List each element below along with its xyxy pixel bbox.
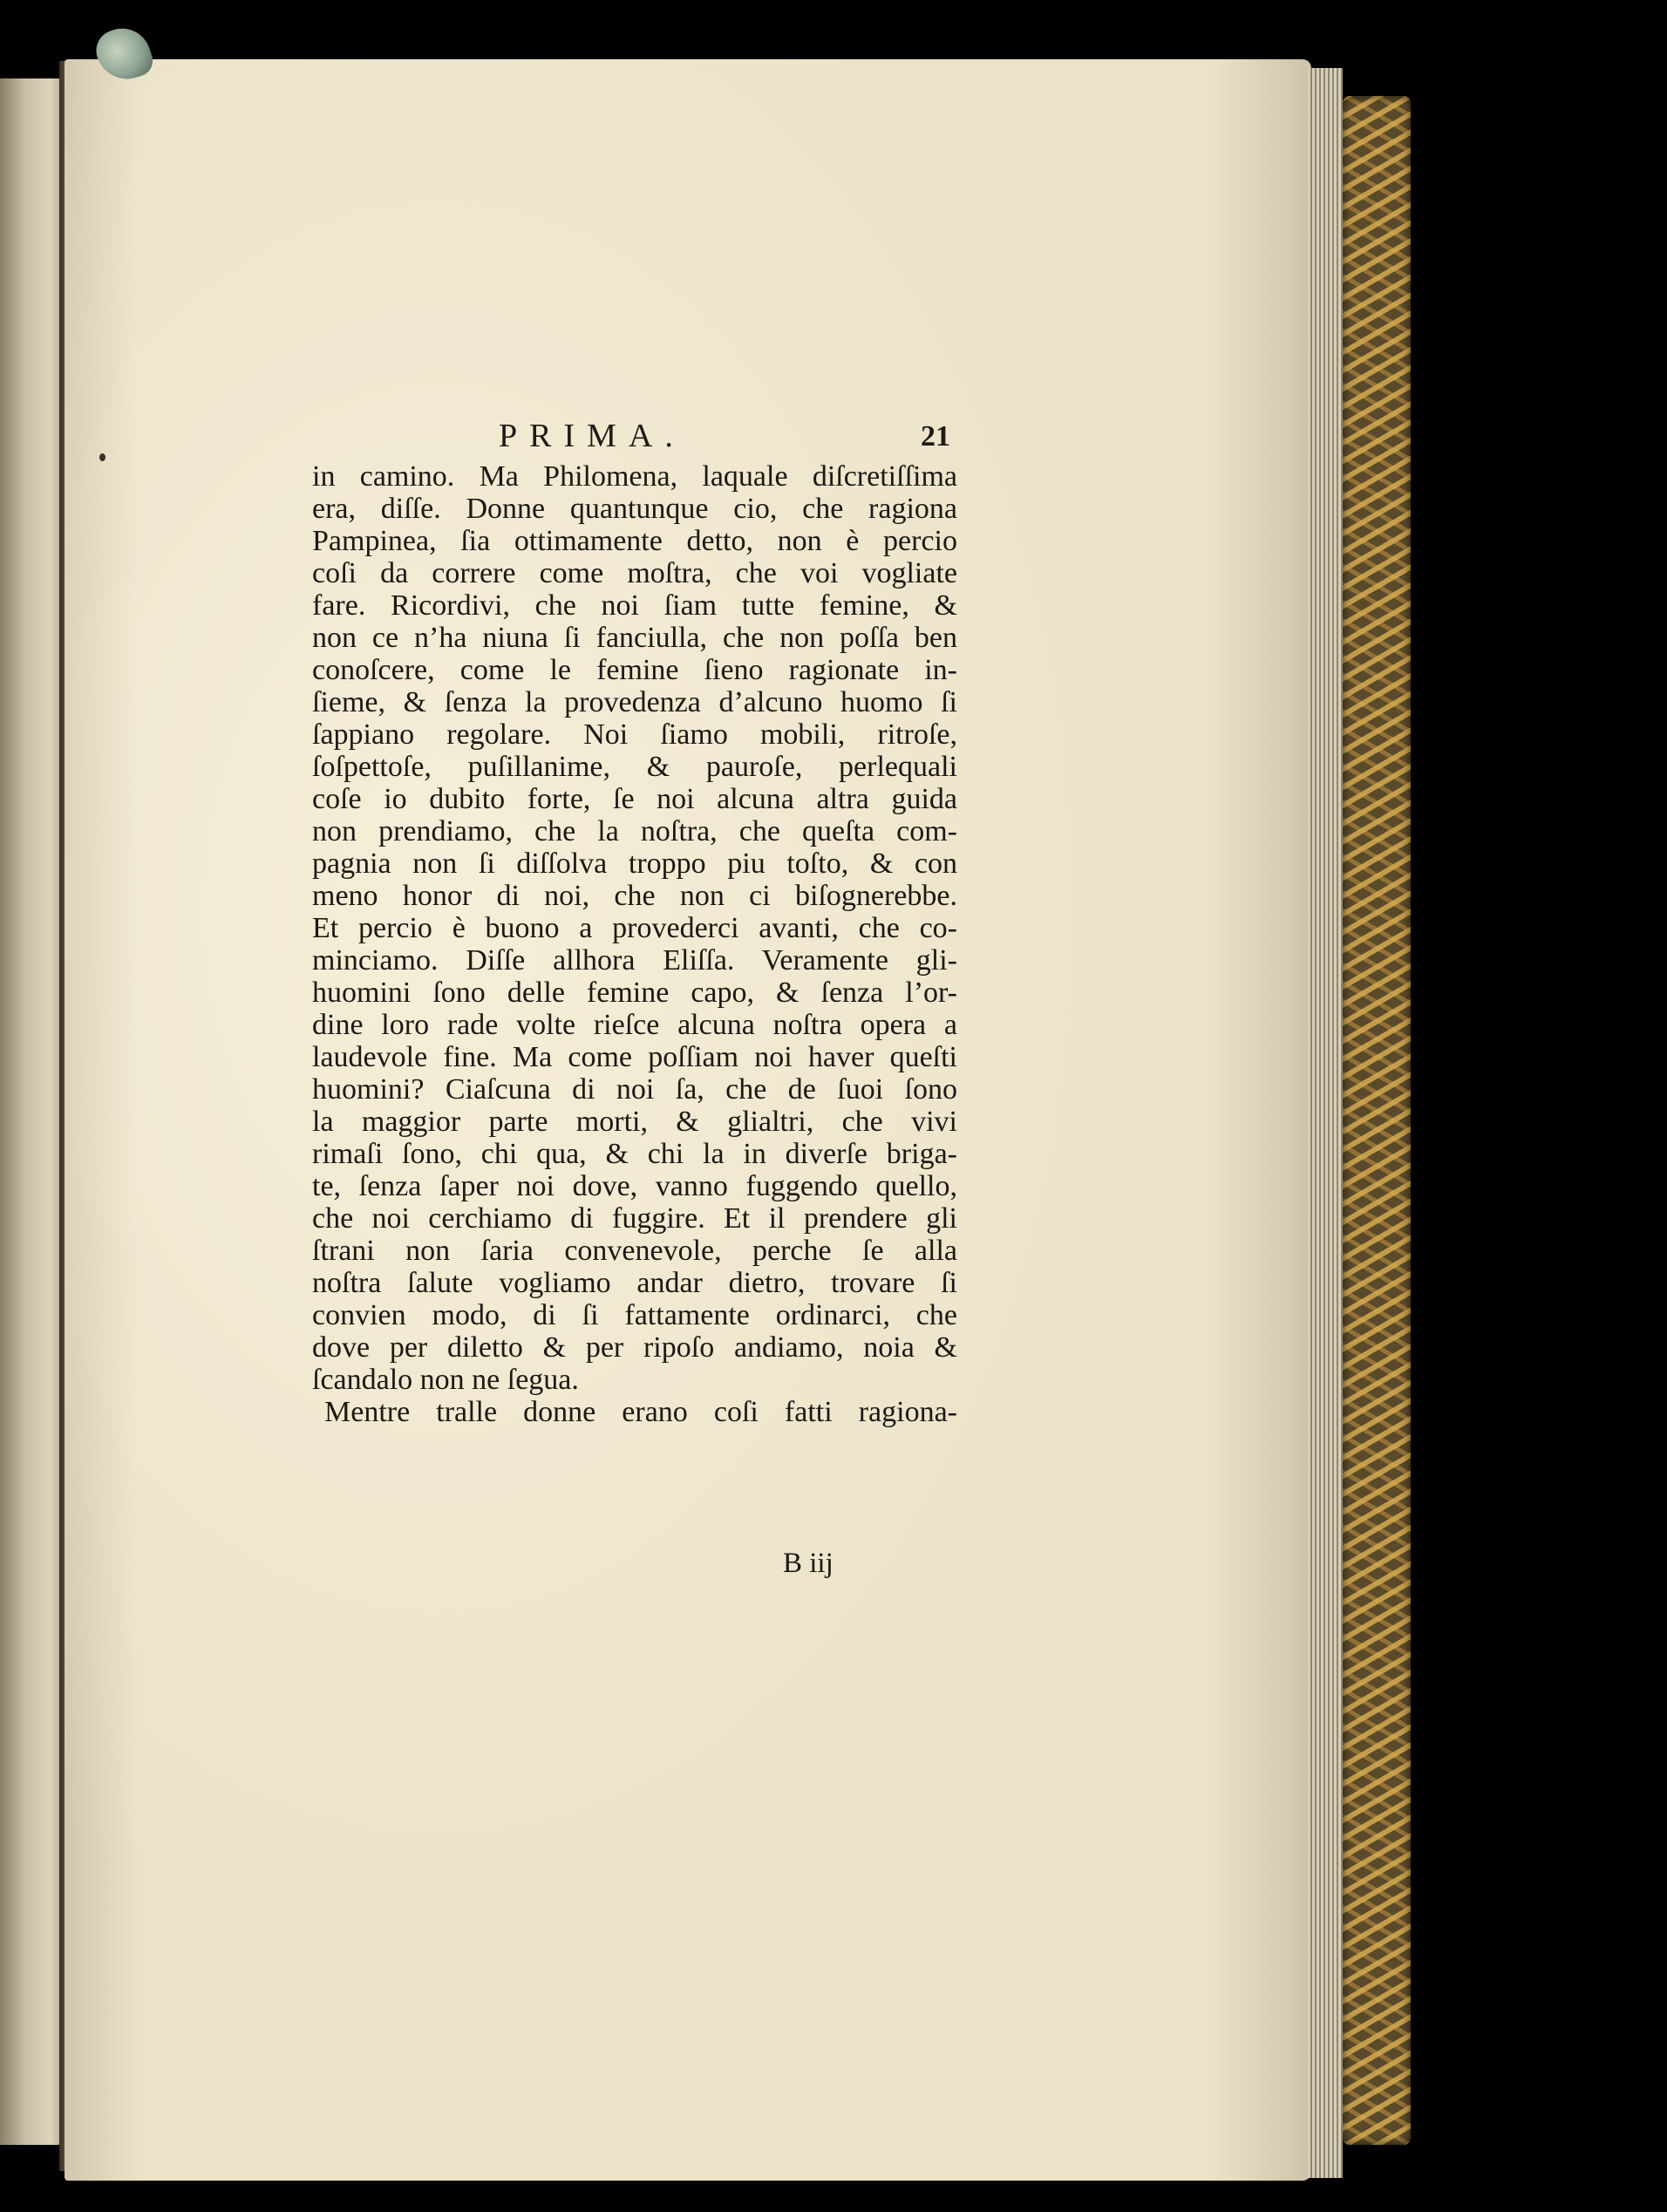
text-line: ſieme, & ſenza la provedenza d’alcuno huomo ſi (312, 686, 957, 718)
text-line: non prendiamo, che la noſtra, che queſta com- (312, 815, 957, 847)
fore-edge (1308, 68, 1343, 2178)
text-line: coſe io dubito forte, ſe noi alcuna altra guida (312, 783, 957, 815)
signature-mark: B iij (783, 1548, 834, 1579)
text-line: Et percio è buono a provederci avanti, che co- (312, 912, 957, 944)
left-page (0, 78, 63, 2145)
page-header (488, 417, 950, 466)
text-line: huomini ſono delle femine capo, & ſenza l’or- (312, 977, 957, 1009)
text-line: era, diſſe. Donne quantunque cio, che ragiona (312, 493, 957, 525)
running-head: PRIMA. (499, 418, 685, 454)
text-line: ſoſpettoſe, puſillanime, & pauroſe, perlequali (312, 751, 957, 783)
text-line: noſtra ſalute vogliamo andar dietro, trovare ſi (312, 1267, 957, 1299)
text-line: la maggior parte morti, & glialtri, che vivi (312, 1106, 957, 1138)
text-line: ſappiano regolare. Noi ſiamo mobili, ritroſe, (312, 718, 957, 751)
ink-speck (99, 453, 105, 461)
text-line: ſcandalo non ne ſegua. (312, 1364, 579, 1396)
text-line: laudevole fine. Ma come poſſiam noi haver queſti (312, 1041, 957, 1073)
text-line: che noi cerchiamo di fuggire. Et il prendere gli (312, 1202, 957, 1235)
text-line: convien modo, di ſi fattamente ordinarci, che (312, 1299, 957, 1331)
text-line: coſi da correre come moſtra, che voi vogliate (312, 557, 957, 589)
text-line: non ce n’ha niuna ſi fanciulla, che non poſſa ben (312, 622, 957, 654)
text-line: dine loro rade volte rieſce alcuna noſtra opera a (312, 1009, 957, 1041)
text-line: in camino. Ma Philomena, laquale diſcretiſſima (312, 460, 957, 493)
text-line: Pampinea, ſia ottimamente detto, non è percio (312, 525, 957, 557)
text-line: fare. Ricordivi, che noi ſiam tutte femine, & (312, 589, 957, 622)
text-line: te, ſenza ſaper noi dove, vanno fuggendo quello, (312, 1170, 957, 1202)
text-line: Mentre tralle donne erano coſi fatti ragiona- (324, 1396, 957, 1428)
text-line: minciamo. Diſſe allhora Eliſſa. Veramente gli- (312, 944, 957, 977)
text-block (312, 460, 957, 1428)
text-line: ſtrani non ſaria convenevole, perche ſe alla (312, 1235, 957, 1267)
text-line: pagnia non ſi diſſolva troppo piu toſto, & con (312, 847, 957, 880)
text-line: meno honor di noi, che non ci biſognerebbe. (312, 880, 957, 912)
text-line: conoſcere, come le femine ſieno ragionate in- (312, 654, 957, 686)
text-line: rimaſi ſono, chi qua, & chi la in diverſe briga- (312, 1138, 957, 1170)
page-number: 21 (921, 420, 950, 453)
binding-spine (1343, 96, 1411, 2145)
text-line: dove per diletto & per ripoſo andiamo, noia & (312, 1331, 957, 1364)
text-line: huomini? Ciaſcuna di noi ſa, che de ſuoi ſono (312, 1073, 957, 1106)
